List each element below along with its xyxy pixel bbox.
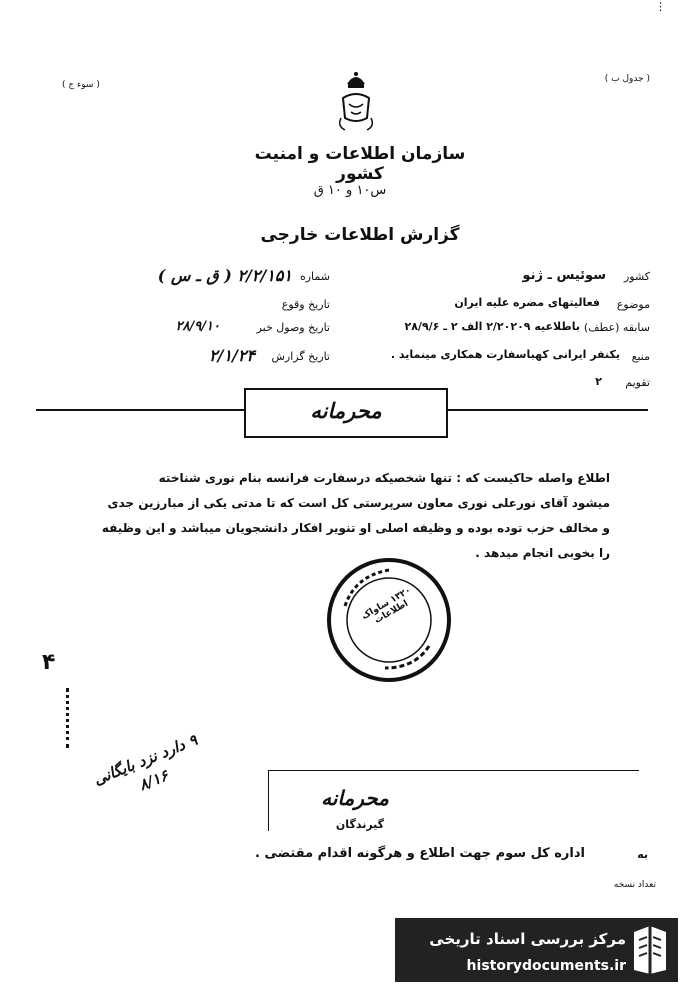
edge-mark: ⋮ [655,0,666,13]
org-name: سازمان اطلاعات و امنیت کشور [254,144,466,184]
watermark-logo [395,918,678,982]
body-line: میشود آقای نورعلی نوری معاون سرپرستی کل است که تا مدتی یکی از مبارزین جدی [107,496,610,510]
number-label: شماره [299,270,330,283]
watermark-title: مرکز بررسی اسناد تاریخی [429,930,626,948]
body-line: و مخالف حزب توده بوده و وظیفه اصلی او تنویر افکار دانشجویان میباشد و این وظیفه [101,521,610,535]
receivers-label: گیرندگان [335,818,385,831]
source-value: یکنفر ایرانی کهباسفارت همکاری مینماید . [390,348,620,361]
circular-seal [325,556,453,684]
to-label: به [637,848,648,861]
copies-label: تعداد نسخه [613,880,656,890]
receipt-date-value: ۲۸/۹/۱۰ [175,319,220,334]
report-date-label: تاریخ گزارش [271,350,330,363]
source-label: منبع [631,350,650,363]
rating-value: ۲ [595,375,602,388]
receipt-date-label: تاریخ وصول خبر [256,321,330,334]
book-icon [628,924,672,976]
handwritten-note: ۹ دارد نزد بایگانی ۸/۱۶ [90,730,200,795]
right-fields [350,264,650,394]
classification-text-bottom: محرمانه [321,786,389,810]
subject-value: فعالیتهای مضره علیه ایران [454,296,600,309]
subject-label: موضوع [616,298,650,311]
body-line: را بخوبی انجام میدهد . [475,546,610,560]
seal-text: ۱۳۲۰ ساواک اطلاعات [360,585,413,626]
rating-label: تقویم [625,376,650,389]
event-date-label: تاریخ وقوع [281,298,330,311]
code-line: س۱۰ و ۱۰ ق [313,183,387,198]
history-value: باطلاعیه ۲/۲۰۲۰۹ الف ۲ ـ ۲۸/۹/۶ [404,320,580,333]
report-date-value: ۲/۱/۲۴ [208,346,255,365]
number-value: ۲/۲/۱۵۱ ( ق ـ س ) [157,266,292,285]
history-label: سابقه (عطف) [583,321,650,334]
top-right-label: ( جدول ب ) [604,74,650,84]
margin-mark: ۴ [42,650,56,675]
top-left-label: ( سوء ج ) [62,80,100,90]
report-body [100,466,610,566]
report-title: گزارش اطلاعات خارجی [260,225,460,245]
watermark-url: historydocuments.ir [466,958,626,974]
body-line: اطلاع واصله حاکیست که : تنها شخصیکه درسفارت فرانسه بنام نوری شناخته [158,471,610,485]
emblem-icon [333,68,379,138]
distribution-line: اداره کل سوم جهت اطلاع و هرگونه اقدام مقتضی . [255,846,585,861]
seal-ring-icon [325,556,453,684]
country-label: کشور [623,270,650,283]
country-value: سوئیس ـ ژنو [522,268,606,283]
classification-text-top: محرمانه [310,398,382,423]
left-fields [60,264,330,384]
margin-dots [66,688,73,748]
classification-stamp-top [244,388,448,438]
